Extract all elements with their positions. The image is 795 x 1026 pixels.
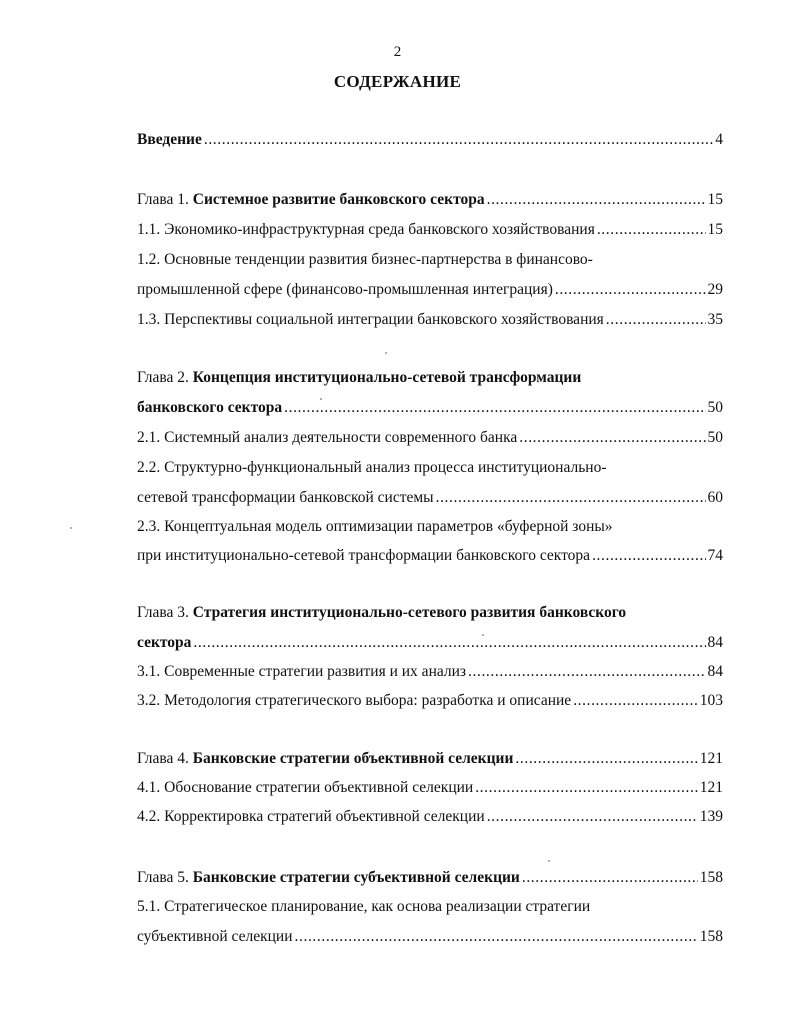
toc-section-2-3-line1[interactable]: 2.3. Концептуальная модель оптимизации параметров «буферной зоны» bbox=[137, 518, 613, 535]
chapter-prefix: Глава 5. bbox=[137, 869, 193, 886]
toc-section-2-1[interactable] bbox=[137, 427, 723, 449]
dot-leader bbox=[487, 189, 706, 211]
toc-section-3-2[interactable] bbox=[137, 690, 723, 712]
dot-leader bbox=[475, 777, 698, 799]
dot-leader bbox=[519, 427, 705, 449]
toc-page-number: 158 bbox=[699, 928, 723, 945]
toc-page-number: 4 bbox=[715, 131, 723, 148]
scan-speck bbox=[385, 352, 387, 354]
toc-entry-introduction[interactable] bbox=[137, 129, 723, 151]
toc-page-number: 158 bbox=[699, 869, 723, 886]
chapter-title: Стратегия институционально-сетевого развития банковского bbox=[192, 604, 627, 621]
toc-section-4-1[interactable] bbox=[137, 777, 723, 799]
toc-page-number: 15 bbox=[707, 191, 723, 208]
dot-leader bbox=[436, 487, 706, 509]
page-number: 2 bbox=[393, 44, 402, 60]
chapter-prefix: Глава 1. bbox=[137, 191, 193, 208]
chapter-title: Банковские стратегии субъективной селекции bbox=[192, 869, 520, 886]
section-title: субъективной селекции bbox=[137, 928, 293, 945]
toc-chapter-3-line1[interactable] bbox=[137, 602, 626, 624]
toc-page-number: 121 bbox=[699, 750, 723, 767]
toc-chapter-2[interactable] bbox=[137, 397, 723, 419]
toc-chapter-4[interactable] bbox=[137, 748, 723, 770]
toc-page-number: 103 bbox=[699, 692, 723, 709]
section-title: 4.2. Корректировка стратегий объективной селекции bbox=[137, 808, 485, 825]
toc-page-number: 15 bbox=[707, 221, 723, 238]
page-title: СОДЕРЖАНИЕ bbox=[333, 72, 462, 91]
dot-leader bbox=[555, 279, 706, 301]
scan-speck bbox=[70, 527, 72, 529]
toc-section-2-2[interactable] bbox=[137, 487, 723, 509]
dot-leader bbox=[193, 632, 705, 654]
toc-section-5-1[interactable] bbox=[137, 926, 723, 948]
section-title: при институционально-сетевой трансформации банковского сектора bbox=[137, 547, 591, 564]
toc-section-1-2-line1[interactable]: 1.2. Основные тенденции развития бизнес-партнерства в финансово- bbox=[137, 251, 593, 268]
toc-section-1-2[interactable] bbox=[137, 279, 723, 301]
section-title: 1.3. Перспективы социальной интеграции банковского хозяйствования bbox=[137, 311, 604, 328]
scan-speck bbox=[482, 634, 484, 636]
toc-page-number: 35 bbox=[707, 311, 723, 328]
toc-page-number: 84 bbox=[707, 634, 723, 651]
section-title: 2.1. Системный анализ деятельности современного банка bbox=[137, 429, 518, 446]
section-title: 3.1. Современные стратегии развития и их анализ bbox=[137, 663, 467, 680]
toc-page-number: 50 bbox=[707, 429, 723, 446]
dot-leader bbox=[515, 748, 697, 770]
dot-leader bbox=[597, 219, 706, 241]
toc-chapter-1[interactable] bbox=[137, 189, 723, 211]
chapter-title: банковского сектора bbox=[137, 399, 283, 416]
dot-leader bbox=[468, 661, 705, 683]
toc-section-4-2[interactable] bbox=[137, 806, 723, 828]
toc-page-number: 139 bbox=[699, 808, 723, 825]
toc-chapter-5[interactable] bbox=[137, 867, 723, 889]
chapter-prefix: Глава 4. bbox=[137, 750, 193, 767]
toc-chapter-3[interactable] bbox=[137, 632, 723, 654]
toc-page-number: 29 bbox=[707, 281, 723, 298]
toc-section-3-1[interactable] bbox=[137, 661, 723, 683]
section-title: 1.1. Экономико-инфраструктурная среда банковского хозяйствования bbox=[137, 221, 595, 238]
scan-speck bbox=[548, 860, 550, 862]
chapter-title: Концепция институционально-сетевой трансформации bbox=[192, 369, 582, 386]
dot-leader bbox=[284, 397, 705, 419]
section-title: промышленной сфере (финансово-промышленная интеграция) bbox=[137, 281, 553, 298]
section-title: 4.1. Обоснование стратегии объективной селекции bbox=[137, 779, 474, 796]
scan-speck bbox=[320, 398, 322, 400]
chapter-title: Системное развитие банковского сектора bbox=[192, 191, 485, 208]
dot-leader bbox=[606, 309, 706, 331]
dot-leader bbox=[522, 867, 698, 889]
toc-section-1-3[interactable] bbox=[137, 309, 723, 331]
toc-section-1-1[interactable] bbox=[137, 219, 723, 241]
toc-entry-label: Введение bbox=[137, 131, 202, 148]
dot-leader bbox=[592, 545, 705, 567]
toc-section-5-1-line1[interactable]: 5.1. Стратегическое планирование, как основа реализации стратегии bbox=[137, 898, 591, 915]
toc-section-2-2-line1[interactable]: 2.2. Структурно-функциональный анализ процесса институционально- bbox=[137, 459, 607, 476]
toc-page-number: 50 bbox=[707, 399, 723, 416]
chapter-title: сектора bbox=[137, 634, 192, 651]
section-title: 3.2. Методология стратегического выбора: разработка и описание bbox=[137, 692, 572, 709]
chapter-prefix: Глава 3. bbox=[137, 604, 193, 621]
toc-chapter-2-line1[interactable] bbox=[137, 367, 581, 389]
dot-leader bbox=[204, 129, 713, 151]
toc-page-number: 121 bbox=[699, 779, 723, 796]
dot-leader bbox=[573, 690, 698, 712]
dot-leader bbox=[487, 806, 698, 828]
dot-leader bbox=[295, 926, 698, 948]
chapter-prefix: Глава 2. bbox=[137, 369, 193, 386]
toc-section-2-3[interactable] bbox=[137, 545, 723, 567]
toc-page-number: 60 bbox=[707, 489, 723, 506]
toc-page-number: 74 bbox=[707, 547, 723, 564]
chapter-title: Банковские стратегии объективной селекции bbox=[192, 750, 514, 767]
section-title: сетевой трансформации банковской системы bbox=[137, 489, 434, 506]
toc-page-number: 84 bbox=[707, 663, 723, 680]
